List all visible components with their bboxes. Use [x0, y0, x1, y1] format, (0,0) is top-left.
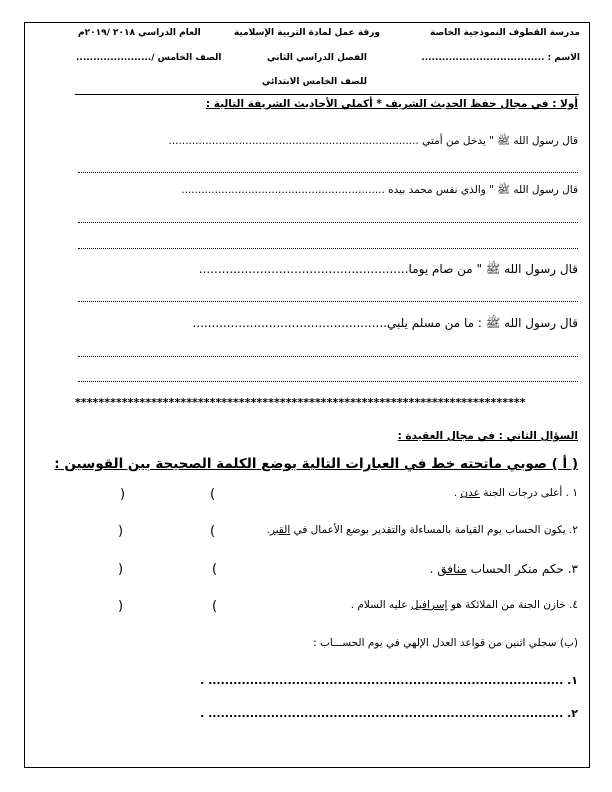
statement-end: عليه السلام .: [350, 599, 411, 611]
answer-bracket[interactable]: (: [210, 524, 216, 539]
answer-1[interactable]: ١. ..................................................................................... .: [200, 674, 578, 687]
star-separator: *****************************************************************************: [75, 396, 526, 409]
school-name: مدرسة القطوف النموذجية الخاصة: [429, 28, 580, 38]
answer-line[interactable]: [78, 301, 578, 302]
hadith-1: قال رسول الله ﷺ " يدخل من أمتي ...........................................................................: [168, 135, 578, 147]
grade-line: للصف الخامس الابتدائي: [261, 77, 367, 87]
answer-bracket[interactable]: (: [212, 562, 218, 577]
header-divider: [75, 94, 579, 95]
answer-2[interactable]: ٢. ..................................................................................... .: [200, 707, 578, 720]
underlined-word: منافق: [437, 562, 467, 576]
statement-text: ١ . أعلى درجات الجنة: [479, 487, 578, 499]
statement-text: ٤. خازن الجنة من الملائكة هو: [447, 599, 578, 611]
worksheet-border: [24, 22, 590, 768]
academic-year: العام الدراسي ٢٠١٨ /٢٠١٩م: [78, 28, 201, 38]
hadith-2: قال رسول الله ﷺ " والذي نفس محمد بيده .............................................................: [181, 184, 578, 196]
statement-end: .: [429, 562, 438, 576]
underlined-word: إسرافيل: [410, 599, 448, 611]
underlined-word: القبر: [269, 524, 291, 536]
worksheet-title: ورقة عمل لمادة التربية الإسلامية: [233, 28, 380, 38]
statement-2: [267, 524, 579, 536]
statement-text: ٢. يكون الحساب يوم القيامة بالمساءلة والتقدير بوضع الأعمال في: [290, 524, 578, 536]
answer-bracket[interactable]: (: [212, 599, 218, 614]
semester: الفصل الدراسي الثاني: [267, 53, 367, 63]
hadith-3: قال رسول الله ﷺ " من صام يوما.......................................................: [198, 262, 578, 276]
grade-field[interactable]: الصف الخامس /......................: [76, 53, 222, 63]
statement-end: .: [266, 524, 270, 536]
answer-bracket[interactable]: ): [120, 487, 126, 502]
section2-title: السؤال الثاني : في مجال العقيدة :: [397, 430, 578, 442]
answer-line[interactable]: [78, 248, 578, 249]
statement-text: ٣. حكم منكر الحساب: [466, 562, 578, 576]
part-a-instruction: ( أ ) صوبي ماتحته خط في العبارات التالية بوضع الكلمة الصحيحة بين القوسين :: [54, 456, 578, 472]
answer-bracket[interactable]: ): [118, 562, 124, 577]
underlined-word: عدن: [460, 487, 480, 499]
answer-line[interactable]: [78, 356, 578, 357]
part-b-instruction: (ب) سجلي اثنين من قواعد العدل الإلهي في يوم الحســـاب :: [313, 637, 578, 649]
answer-bracket[interactable]: (: [210, 487, 216, 502]
student-name-field[interactable]: الاسم : ....................................: [421, 53, 580, 63]
statement-end: .: [453, 487, 461, 499]
statement-3: [430, 562, 578, 576]
hadith-4: قال رسول الله ﷺ : ما من مسلم يلبي...................................................: [192, 316, 578, 330]
answer-bracket[interactable]: ): [118, 524, 124, 539]
statement-1: [454, 487, 578, 499]
answer-line[interactable]: [78, 222, 578, 223]
answer-line[interactable]: [78, 381, 578, 382]
statement-4: [351, 599, 578, 611]
section1-title: أولا : في مجال حفظ الحديث الشريف * أكملي الأحاديث الشريفة التالية :: [205, 98, 578, 110]
answer-line[interactable]: [78, 172, 578, 173]
answer-bracket[interactable]: ): [118, 599, 124, 614]
